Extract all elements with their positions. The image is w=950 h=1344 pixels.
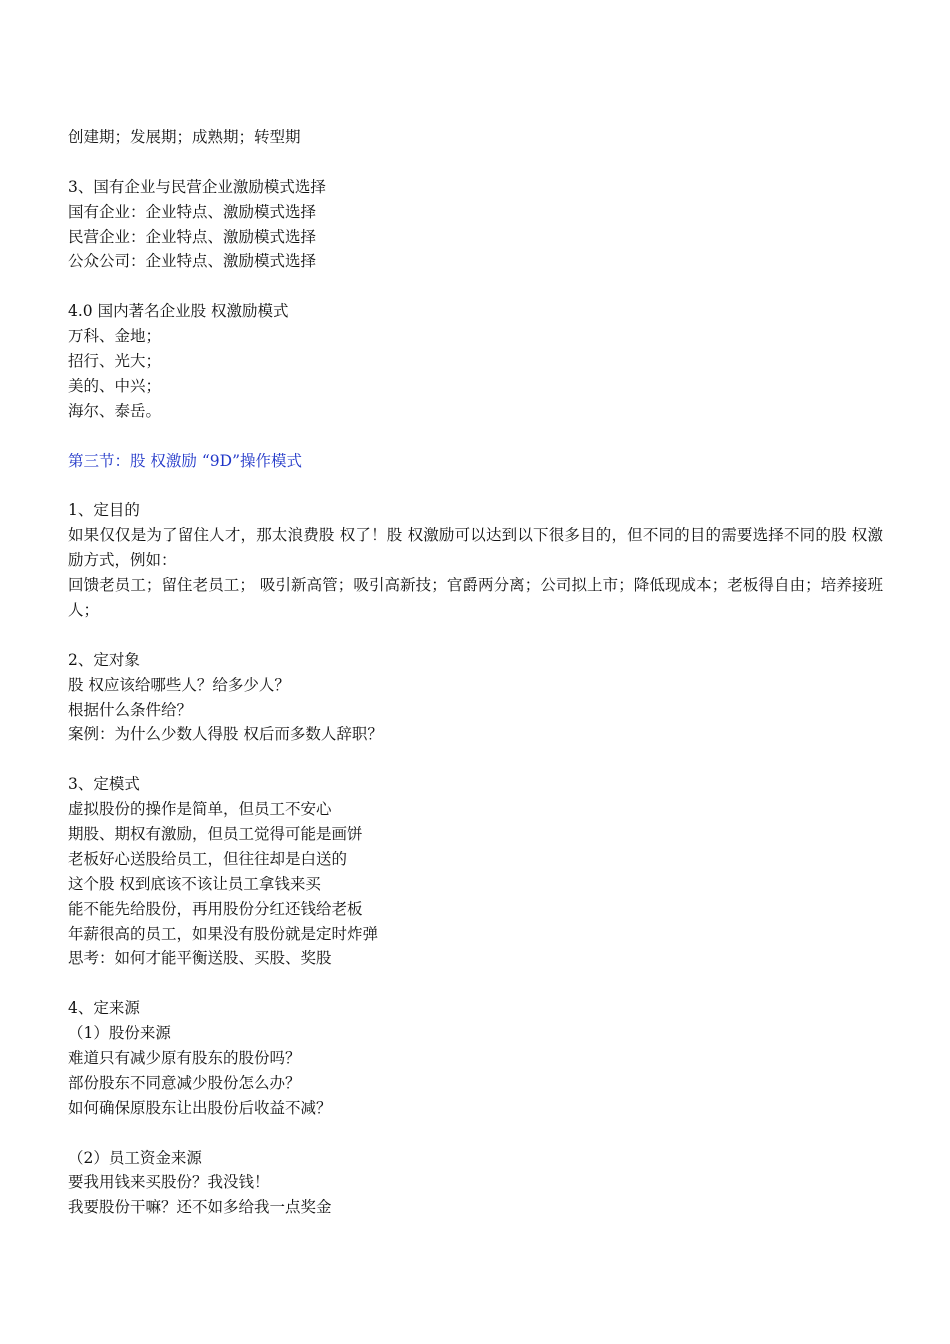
text-line: 年薪很高的员工，如果没有股份就是定时炸弹 — [68, 924, 379, 943]
text-line: 如何确保原股东让出股份后收益不减？ — [68, 1098, 332, 1117]
text-line: 万科、金地； — [68, 327, 162, 346]
document-body — [68, 125, 883, 1220]
text-line: 国有企业：企业特点、激励模式选择 — [68, 202, 317, 221]
blank-line — [68, 1121, 883, 1146]
subsection-heading: （1）股份来源 — [68, 1024, 171, 1043]
blank-line — [68, 150, 883, 175]
blank-line — [68, 971, 883, 996]
blank-line — [68, 747, 883, 772]
text-line: 部份股东不同意减少股份怎么办？ — [68, 1073, 301, 1092]
text-line: 海尔、泰岳。 — [68, 401, 162, 420]
chapter-heading: 第三节：股 权激励 “9D”操作模式 — [68, 451, 302, 470]
section-heading: 1、定目的 — [68, 501, 140, 520]
text-line: 老板好心送股给员工，但往往却是白送的 — [68, 849, 348, 868]
text-line: 难道只有减少原有股东的股份吗？ — [68, 1049, 301, 1068]
text-line: 虚拟股份的操作是简单，但员工不安心 — [68, 800, 332, 819]
subsection-heading: （2）员工资金来源 — [68, 1148, 202, 1167]
section-heading: 2、定对象 — [68, 650, 140, 669]
blank-line — [68, 274, 883, 299]
paragraph: 如果仅仅是为了留住人才，那太浪费股 权了！股 权激励可以达到以下很多目的，但不同的目的需要选择不同的股 权激励方式，例如： — [68, 526, 883, 570]
section-heading: 4、定来源 — [68, 999, 140, 1018]
text-line: 这个股 权到底该不该让员工拿钱来买 — [68, 874, 321, 893]
text-line: 期股、期权有激励，但员工觉得可能是画饼 — [68, 825, 363, 843]
section-heading: 3、定模式 — [68, 775, 140, 794]
text-line: 我要股份干嘛？还不如多给我一点奖金 — [68, 1198, 332, 1217]
text-line: 招行、光大； — [68, 352, 162, 371]
text-line: 美的、中兴； — [68, 376, 162, 395]
blank-line — [68, 424, 883, 449]
section-heading: 4.0 国内著名企业股 权激励模式 — [68, 302, 289, 321]
text-line: 案例：为什么少数人得股 权后而多数人辞职？ — [68, 725, 383, 744]
blank-line — [68, 623, 883, 648]
text-line: 要我用钱来买股份？我没钱！ — [68, 1173, 270, 1192]
paragraph: 回馈老员工；留住老员工； 吸引新高管；吸引高新技；官爵两分离；公司拟上市；降低现成本；老板得自由；培养接班人； — [68, 576, 883, 619]
text-line: 公众公司：企业特点、激励模式选择 — [68, 252, 317, 271]
blank-line — [68, 473, 883, 498]
section-heading: 3、国有企业与民营企业激励模式选择 — [68, 177, 326, 196]
text-line: 根据什么条件给？ — [68, 700, 193, 719]
text-line: 创建期；发展期；成熟期；转型期 — [68, 128, 301, 146]
text-line: 思考：如何才能平衡送股、买股、奖股 — [68, 949, 332, 968]
text-line: 能不能先给股份，再用股份分红还钱给老板 — [68, 899, 363, 918]
text-line: 股 权应该给哪些人？给多少人？ — [68, 675, 290, 694]
text-line: 民营企业：企业特点、激励模式选择 — [68, 227, 317, 246]
